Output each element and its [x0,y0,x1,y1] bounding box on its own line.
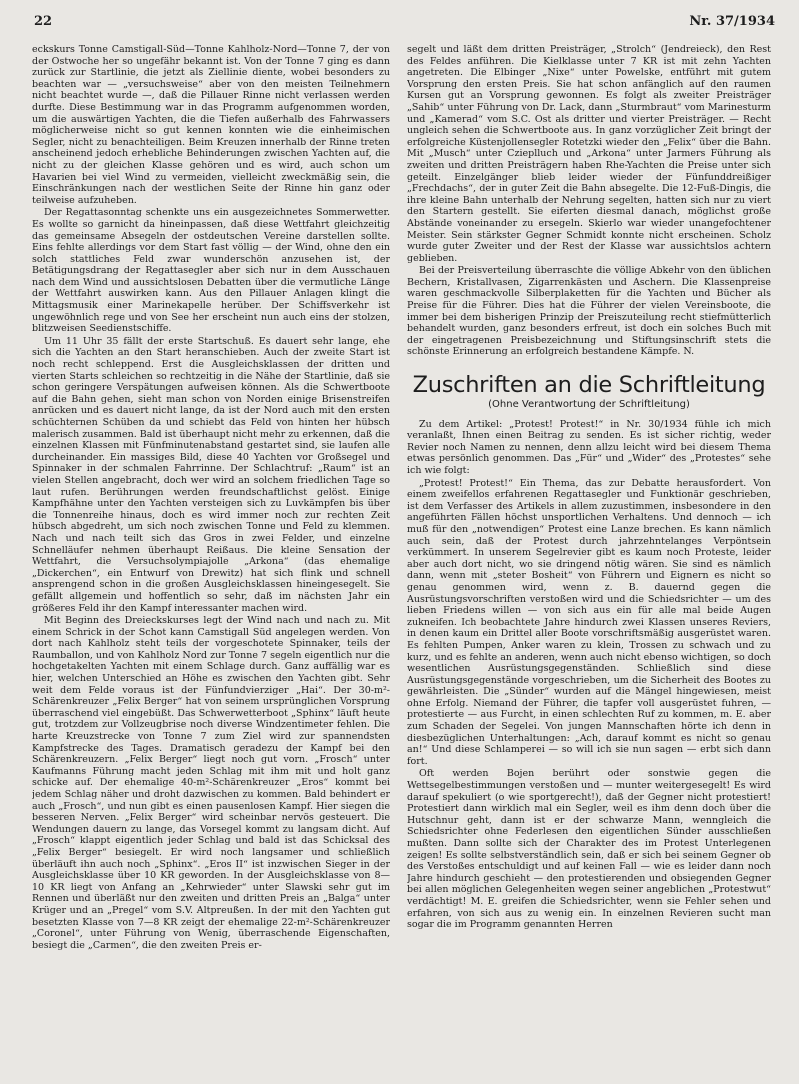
article-paragraph: eckskurs Tonne Camstigall-Süd—Tonne Kahlholz-Nord—Tonne 7, der von der Ostwoche her so ungefähr bekannt ist. Von der Tonne 7 ging es dann zurück zur Startlinie, die jetzt als Ziellinie diente, wobei besonders zu beachten war — „versuchsweise“ aber von den meisten Teilnehmern nicht beachtet wurde —, daß die Pillauer Rinne nicht verlassen werden durfte. Diese Bestimmung war in das Programm aufgenommen worden, um die auswärtigen Yachten, die die Tiefen außerhalb des Fahrwassers möglicherweise nicht so gut kennen konnten wie die einheimischen Segler, nicht zu benachteiligen. Beim Kreuzen innerhalb der Rinne treten anscheinend jedoch erhebliche Behinderungen zwischen Yachten auf, die nicht zu der gleichen Klasse gehören und es wird, auch schon um Havarien bei viel Wind zu vermeiden, vielleicht zweckmäßig sein, die Einschränkungen nach der westlichen Seite der Rinne hin ganz oder teilweise aufzuheben. [32,44,390,206]
article-paragraph: segelt und läßt dem dritten Preisträger, „Strolch“ (Jendreieck), den Rest des Feldes anführen. Die Kielklasse unter 7 KR ist mit zehn Yachten angetreten. Die Elbinger „Nixe“ unter Powelske, entführt mit gutem Vorsprung den ersten Preis. Sie hat schon anfänglich auf den raumen Kursen gut an Vorsprung gewonnen. Es folgt als zweiter Preisträger „Sahib“ unter Führung von Dr. Lack, dann „Sturmbraut“ vom Marinesturm und „Kamerad“ vom S.C. Ost als dritter und vierter Preisträger. — Recht ungleich sehen die Schwertboote aus. In ganz vorzüglicher Zeit bringt der erfolgreiche Küstenjollensegler Rotetzki wieder den „Felix“ über die Bahn. Mit „Musch“ unter Czieplluch und „Arkona“ unter Jarmers Führung als zweiten und dritten Preisträgern haben Rhe-Yachten die Preise unter sich geteilt. Einzelgänger blieb leider wieder der Fünfunddreißiger „Frechdachs“, der in guter Zeit die Bahn absegelte. Die 12-Fuß-Dingis, die ihre kleine Bahn unterhalb der Nehrung segelten, hatten sich nur zu viert den Startern gestellt. Sie eiferten diesmal danach, möglichst große Abstände voneinander zu ersegeln. Skierlo war wieder unangefochtener Meister. Sein stärkster Gegner Schmidt konnte nicht erscheinen. Scholz wurde guter Zweiter und der Rest der Klasse war aussichtslos achtern geblieben. [407,44,771,264]
issue-number: Nr. 37/1934 [689,14,775,29]
page-number: 22 [34,14,53,29]
section-title: Zuschriften an die Schriftleitung [412,372,766,399]
letter-paragraph: Zu dem Artikel: „Protest! Protest!“ in Nr. 30/1934 fühle ich mich veranlaßt, Ihnen einen Beitrag zu senden. Es ist sicher richtig, weder Revier noch Namen zu nennen, denn allzu leicht wird bei diesem Thema etwas persönlich genommen. Das „Für“ und „Wider“ des „Protestes“ sehe ich wie folgt: [407,418,771,476]
letter-paragraph: Oft werden Bojen berührt oder sonstwie gegen die Wettsegelbestimmungen verstoßen und — munter weitergesegelt! Es wird darauf spekuliert (o wie sportgerecht!), daß der Gegner nicht protestiert! Protestiert dann wirklich mal ein Segler, weil es ihm denn doch über die Hutschnur geht, dann ist er der schwarze Mann, wenngleich die Schiedsrichter ohne Federlesen den eigentlichen Sünder ausschließen mußten. Dann sollte sich der Charakter des im Protest Unterlegenen zeigen! Es sollte selbstverständlich sein, daß er sich bei seinem Gegner ob des Verstoßes entschuldigt und auf keinen Fall — wie es leider dann noch Jahre hindurch geschieht — den protestierenden und obsiegenden Gegner bei allen möglichen Gelegenheiten wegen seiner angeblichen „Protestwut“ verdächtigt! M. E. greifen die Schiedsrichter, wenn sie Fehler sehen und erfahren, von sich aus zu wenig ein. In einzelnen Revieren sucht man sogar die im Programm genannten Herren [407,768,771,931]
article-paragraph: Der Regattasonntag schenkte uns ein ausgezeichnetes Sommerwetter. Es wollte so garnicht da hineinpassen, daß diese Wettfahrt gleichzeitig das gemeinsame Absegeln der ostdeutschen Vereine darstellen sollte. Eins fehlte allerdings vor dem Start fast völlig — der Wind, ohne den ein solch stattliches Feld zwar wunderschön anzusehen ist, der Betätigungsdrang der Regattasegler aber sich nur in dem Ausschauen nach dem Wind und aussichtslosen Debatten über die vermutliche Länge der Wettfahrt auswirken kann. Aus den Pillauer Anlagen klingt die Mittagsmusik einer Marinekapelle herüber. Der Schiffsverkehr ist ungewöhnlich rege und von See her erscheint nun auch eins der stolzen, blitzweisen Seedienstschiffe. [32,207,390,335]
article-paragraph: Um 11 Uhr 35 fällt der erste Startschuß. Es dauert sehr lange, ehe sich die Yachten an den Start heranschieben. Auch der zweite Start ist noch recht schleppend. Erst die Ausgleichsklassen der dritten und vierten Starts schleichen so rechtzeitig in die Nähe der Startlinie, daß sie schon geringere Verspätungen aufweisen können. Als die Schwertboote auf die Bahn gehen, sieht man schon von Norden einige Brisenstreifen anrücken und es dauert nicht lange, da ist der Nord auch mit den ersten schüchternen Schüben da und schiebt das Feld von hinten her hübsch malerisch zusammen. Bald ist überhaupt nicht mehr zu erkennen, daß die einzelnen Klassen mit Fünfminutenabstand gestartet sind, sie laufen alle durcheinander. Ein massiges Bild, diese 40 Yachten vor Großsegel und Spinnaker in der schmalen Fahrrinne. Der Schlachtruf: „Raum“ ist an vielen Stellen angebracht, doch wer wird an solchem friedlichen Tage so laut rufen. Berührungen werden freundschaftlichst gelöst. Einige Kampfhähne unter den Yachten versteigen sich zu Luvkämpfen bis über die Tonnenreihe hinaus, doch es wird immer noch zur rechten Zeit hübsch abgedreht, um sich noch zwischen Tonne und Feld zu klemmen. Nach und nach teilt sich das Gros in zwei Felder, und einzelne Schnelläufer nehmen überhaupt Reißaus. Die kleine Sensation der Wettfahrt, die Versuchsolympiajolle „Arkona“ (das ehemalige „Dickerchen“, ein Entwurf von Drewitz) hat sich flink und schnell ansprengend schon in die großen Ausgleichsklassen hineingesegelt. Sie gefällt allgemein und hoffentlich so sehr, daß im nächsten Jahr ein größeres Feld ihr den Kampf interessanter machen wird. [32,335,390,614]
article-paragraph: Bei der Preisverteilung überraschte die völlige Abkehr von den üblichen Bechern, Kristallvasen, Zigarrenkästen und Aschern. Die Klassenpreise waren geschmackvolle Silberplaketten für die Yachten und Bücher als Preise für die Führer. Dies hat die Führer der vielen Vereinsboote, die immer bei dem bisherigen Prinzip der Preiszuteilung recht stiefmütterlich behandelt wurden, ganz besonders erfreut, ist doch ein solches Buch mit der eingetragenen Preisbezeichnung und Stiftungsinschrift stets die schönste Erinnerung an erfolgreich bestandene Kämpfe. N. [407,265,771,358]
left-column [32,44,390,1076]
right-column [407,44,771,1076]
section-subtitle: (Ohne Verantwortung der Schriftleitung) [488,399,690,411]
letter-paragraph: „Protest! Protest!“ Ein Thema, das zur Debatte herausfordert. Von einem zweifellos erfahrenen Regattasegler und Funktionär geschrieben, ist dem Verfasser des Artikels in allem zuzustimmen, insbesondere in den angeführten Fällen höchst unsportlichen Verhaltens. Und dennoch — ich muß für den „notwendigen“ Protest eine Lanze brechen. Es kann nämlich auch sein, daß der Protest durch jahrzehntelanges Verpöntsein verkümmert. In unserem Segelrevier gibt es kaum noch Proteste, leider aber auch dort nicht, wo sie dringend nötig wären. Sie sind es nämlich dann, wenn mit „steter Bosheit“ von Führern und Eignern es nicht so genau genommen wird, wenn z. B. dauernd gegen die Ausrüstungsvorschriften verstoßen wird und die Schiedsrichter — um des lieben Friedens willen — von sich aus ein für alle mal beide Augen zukneifen. Ich beobachtete Jahre hindurch zwei Klassen unseres Reviers, in denen kaum ein Drittel aller Boote vorschriftsmäßig ausgerüstet waren. Es fehlten Pumpen, Anker waren zu klein, Trossen zu schwach und zu kurz, und es fehlte an anderen, wenn auch nicht ebenso wichtigen, so doch wesentlichen Ausrüstungsgegenständen. Schließlich sind diese Ausrüstungsgegenstände vorgeschrieben, um die Sicherheit des Bootes zu gewährleisten. Die „Sünder“ wurden auf die Mängel hingewiesen, meist ohne Erfolg. Niemand der Führer, die tapfer voll ausgerüstet fuhren, — protestierte — aus Furcht, in einen schlechten Ruf zu kommen, m. E. aber zum Schaden der Segelei. Von jungen Mannschaften hörte ich denn in diesbezüglichen Unterhaltungen: „Ach, darauf kommt es nicht so genau an!“ Und diese Schlamperei — so will ich sie nun sagen — erbt sich dann fort. [407,477,771,767]
article-paragraph: Mit Beginn des Dreieckskurses legt der Wind nach und nach zu. Mit einem Schrick in der Schot kann Camstigall Süd angelegen werden. Von dort nach Kahlholz steht teils der vorgeschotete Spinnaker, teils der Raumballon, und von Kahlholz Nord zur Tonne 7 segeln eigentlich nur die hochgetakelten Yachten mit einem Schlage durch. Ganz auffällig war es hier, welchen Unterschied an Höhe es zwischen den Yachten gibt. Sehr weit dem Felde voraus ist der Fünfundvierziger „Hai“. Der 30-m²-Schärenkreuzer „Felix Berger“ hat von seinem ursprünglichen Vorsprung überraschend viel eingebüßt. Das Schwerwetterboot „Sphinx“ läuft heute gut, trotzdem zur Vollzeugbrise noch diverse Windzentimeter fehlen. Die harte Kreuzstrecke von Tonne 7 zum Ziel wird zur spannendsten Kampfstrecke des Tages. Dramatisch geradezu der Kampf bei den Schärenkreuzern. „Felix Berger“ liegt noch gut vorn. „Frosch“ unter Kaufmanns Führung macht jeden Schlag mit ihm mit und holt ganz schicke auf. Der ehemalige 40-m²-Schärenkreuzer „Eros“ kommt bei jedem Schlag näher und droht dazwischen zu kommen. Bald behindert er auch „Frosch“, und nun gibt es einen pausenlosen Kampf. Hier siegen die besseren Nerven. „Felix Berger“ wird scheinbar nervös gesteuert. Die Wendungen dauern zu lange, das Vorsegel kommt zu langsam dicht. Auf „Frosch“ klappt eigentlich jeder Schlag und bald ist das Schicksal des „Felix Berger“ besiegelt. Er wird noch langsamer und schließlich überläuft ihn auch noch „Sphinx“. „Eros II“ ist inzwischen Sieger in der Ausgleichsklasse über 10 KR geworden. In der Ausgleichsklasse von 8—10 KR liegt von Anfang an „Kehrwieder“ unter Slawski sehr gut im Rennen und überläßt nur den zweiten und dritten Preis an „Balga“ unter Krüger und an „Pregel“ vom S.V. Altpreußen. In der mit den Yachten gut besetzten Klasse von 7—8 KR zeigt der ehemalige 22-m²-Schärenkreuzer „Coronel“, unter Führung von Wenig, überraschende Eigenschaften, besiegt die „Carmen“, die den zweiten Preis er- [32,615,390,951]
